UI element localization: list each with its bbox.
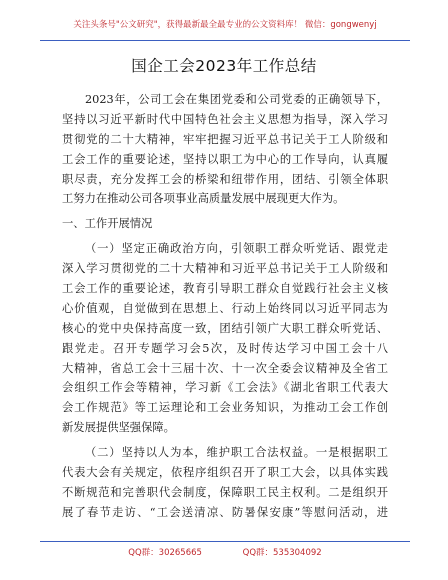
text-line: 展了春节走访、“工会送清凉、防暑保安康”等慰问活动，进 bbox=[62, 505, 388, 519]
document-body bbox=[62, 90, 388, 523]
text-line: 深入学习贯彻党的二十大精神和习近平总书记关于工人阶级和 bbox=[62, 262, 388, 276]
document-footer bbox=[40, 541, 410, 564]
text-line: 大精神，省总工会十三届十次、十一次全委会议精神及全省工 bbox=[62, 361, 388, 375]
paragraph-worker-rights bbox=[62, 443, 388, 523]
document-title: 国企工会2023年工作总结 bbox=[131, 57, 317, 75]
header-text: 关注头条号"公文研究"，获得最新最全最专业的公文资料库！ 微信：gongwenyj bbox=[73, 20, 377, 30]
text-line: 会组织工作会等精神，学习新《工会法》《湖北省职工代表大 bbox=[62, 381, 388, 395]
text-line: 工会工作的重要论述，教育引导职工群众自觉践行社会主义核 bbox=[62, 282, 388, 296]
text-line: 核心的党中央保持高度一致，团结引领广大职工群众听党话、 bbox=[62, 321, 388, 335]
text-line: 职尽责，充分发挥工会的桥梁和纽带作用，团结、引领全体职 bbox=[62, 172, 388, 186]
text-line: （一）坚定正确政治方向，引领职工群众听党话、跟党走 bbox=[85, 242, 388, 256]
text-line: 2023年，公司工会在集团党委和公司党委的正确领导下， bbox=[85, 93, 388, 106]
footer-qq-group-2: QQ群：535304092 bbox=[242, 548, 322, 558]
section-heading: 一、工作开展情况 bbox=[62, 217, 153, 231]
text-line: 跟党走。召开专题学习会5次，及时传达学习中国工会十八 bbox=[62, 341, 388, 355]
text-line: 代表大会有关规定，依程序组织召开了职工大会，以具体实践 bbox=[62, 466, 388, 480]
text-line: 会工作规范》等工运理论和工会业务知识，为推动工会工作创 bbox=[62, 401, 388, 415]
text-line: 工努力在推动公司各项事业高质量发展中展现更大作为。 bbox=[62, 192, 345, 206]
text-line: 贯彻党的二十大精神，牢牢把握习近平总书记关于工人阶级和 bbox=[62, 132, 388, 146]
text-line: 新发展提供坚强保障。 bbox=[62, 421, 175, 435]
text-line: 坚持以习近平新时代中国特色社会主义思想为指导，深入学习 bbox=[62, 112, 388, 126]
intro-paragraph bbox=[62, 90, 388, 209]
document-header-banner bbox=[40, 14, 410, 41]
footer-qq-group-1: QQ群：30265665 bbox=[128, 548, 202, 558]
text-line: 工会工作的重要论述，坚持以职工为中心的工作导向，认真履 bbox=[62, 152, 388, 166]
text-line: 不断规范和完善职代会制度，保障职工民主权利。二是组织开 bbox=[62, 485, 388, 499]
paragraph-political-direction bbox=[62, 239, 388, 438]
text-line: 心价值观，自觉做到在思想上、行动上始终同以习近平同志为 bbox=[62, 301, 388, 315]
text-line: （二）坚持以人为本，维护职工合法权益。一是根据职工 bbox=[85, 446, 388, 460]
